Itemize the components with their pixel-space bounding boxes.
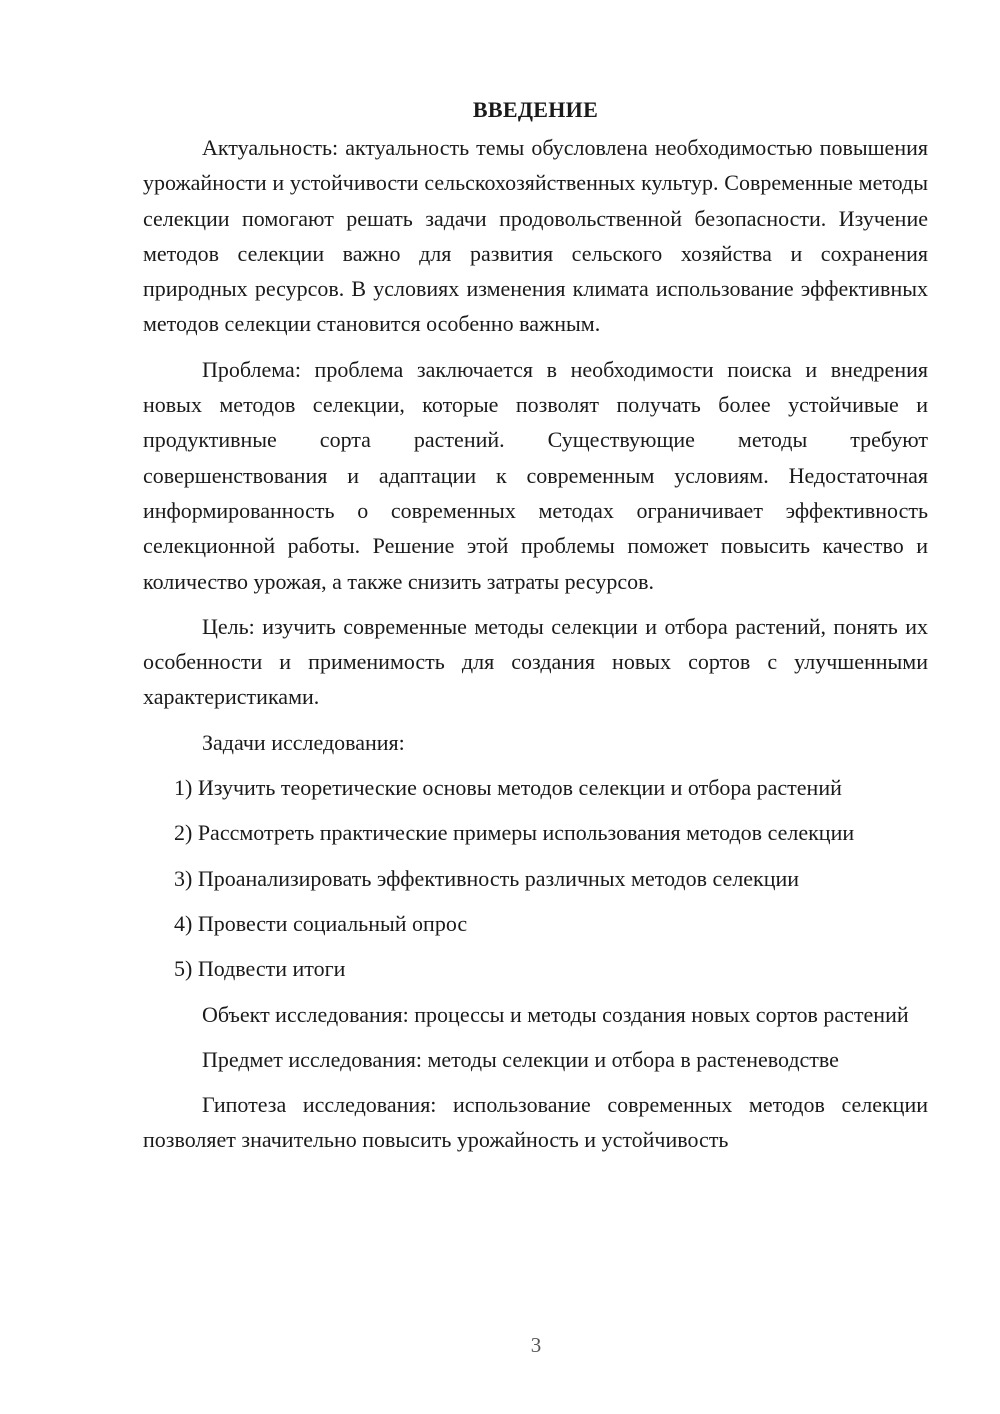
paragraph-tasks-heading: Задачи исследования: — [202, 729, 405, 755]
paragraph-problem: Проблема: проблема заключается в необходимости поиска и внедрения новых методов селекции, которые позволят получать более устойчивые и продуктивные сорта растений. Существующие методы требуют совершенствования и адаптации к современным условиям. Недостаточная информированность о современных методах ограничивает эффективность селекционной работы. Решение этой проблемы поможет повысить качество и количество урожая, а также снизить затраты ресурсов. — [143, 356, 928, 594]
paragraph-hypothesis: Гипотеза исследования: использование современных методов селекции позволяет значительно повысить урожайность и устойчивость — [143, 1092, 928, 1153]
paragraph-relevance: Актуальность: актуальность темы обусловлена необходимостью повышения урожайности и устойчивости сельскохозяйственных культур. Современные методы селекции помогают решать задачи продовольственной безопасности. Изучение методов селекции важно для развития сельского хозяйства и сохранения природных ресурсов. В условиях изменения климата использование эффективных методов селекции становится особенно важным. — [143, 135, 928, 337]
page-number: 3 — [530, 1333, 542, 1357]
paragraph-subject: Предмет исследования: методы селекции и отбора в растеневодстве — [202, 1046, 839, 1072]
list-item: 1) Изучить теоретические основы методов селекции и отбора растений — [174, 775, 842, 801]
document-page — [143, 92, 928, 1158]
list-item: 5) Подвести итоги — [174, 956, 346, 982]
paragraph-object: Объект исследования: процессы и методы создания новых сортов растений — [202, 1001, 909, 1027]
list-item: 2) Рассмотреть практические примеры использования методов селекции — [174, 820, 855, 846]
section-title: ВВЕДЕНИЕ — [472, 97, 599, 122]
list-item: 4) Провести социальный опрос — [174, 910, 468, 936]
paragraph-goal: Цель: изучить современные методы селекции и отбора растений, понять их особенности и применимость для создания новых сортов с улучшенными характеристиками. — [143, 613, 928, 710]
list-item: 3) Проанализировать эффективность различных методов селекции — [174, 865, 800, 891]
